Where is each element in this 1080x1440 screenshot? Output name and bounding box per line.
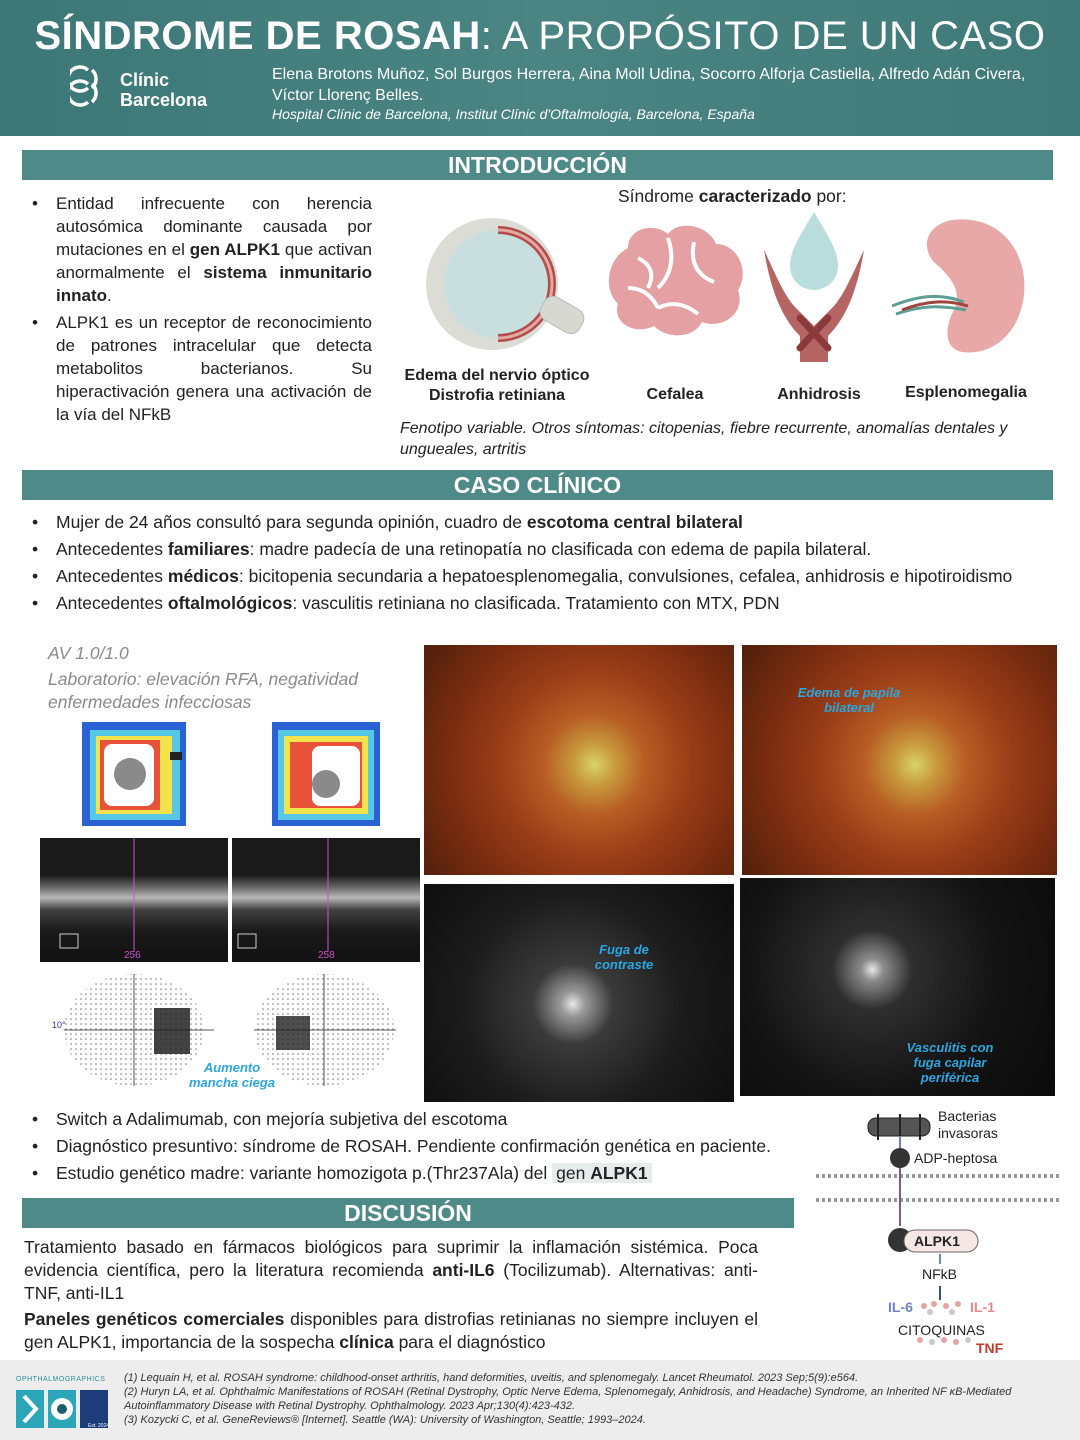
followup-b3-text: Estudio genético madre: variante homozigota p.(Thr237Ala) del: [56, 1163, 553, 1183]
caso-b2-c: : madre padecía de una retinopatía no clasificada con edema de papila bilateral.: [249, 539, 872, 559]
disc-p1-c: (Tocilizumab). Alternativas: anti-TNF, anti-IL1: [24, 1260, 758, 1303]
oct-left-image: [40, 838, 228, 962]
discusion-paragraph-1: [24, 1236, 758, 1305]
intro-b1-text2: que activan anormalmente el: [56, 240, 372, 282]
pathway-il1: IL-1: [970, 1299, 995, 1315]
oct-right-image: [232, 838, 420, 962]
caso-b4-c: : vasculitis retiniana no clasificada. Tratamiento con MTX, PDN: [292, 593, 780, 613]
eye-icon: [412, 212, 588, 356]
reference-1: (1) Lequain H, et al. ROSAH syndrome: childhood-onset arthritis, hand deformities, uveitis, and splenomegaly. Lancet Rheumatol. 2023 Sep;5(9):e564.: [124, 1372, 859, 1384]
caso-bullet-2: [24, 538, 1048, 561]
caso-bullet-4: [24, 592, 1048, 615]
alpk1-pathway-diagram: [812, 1106, 1062, 1356]
disc-p2-b: disponibles para distrofias retinianas no siempre incluyen el gen ALPK1, importancia de la sospecha: [24, 1309, 759, 1352]
lab-text: Laboratorio: elevación RFA, negatividad enfermedades infecciosas: [48, 669, 359, 712]
intro-b1-text: Entidad infrecuente con herencia autosómica dominante causada por mutaciones en el: [56, 194, 372, 259]
pathway-citoquinas: CITOQUINAS: [898, 1322, 985, 1338]
caso-b2-a: Antecedentes: [56, 539, 168, 559]
disc-p2-c: clínica: [339, 1332, 394, 1352]
vf-tick-label: 10°: [52, 1020, 66, 1030]
disc-p1-b: anti-IL6: [432, 1260, 495, 1280]
pathway-il6: IL-6: [888, 1299, 913, 1315]
gene-name: ALPK1: [590, 1163, 648, 1183]
authors: Elena Brotons Muñoz, Sol Burgos Herrera, Aina Moll Udina, Socorro Alforja Castiella, Alfredo Adán Civera, Víctor Llorenç Belles.: [272, 66, 1026, 104]
oct-right-overlay: [232, 838, 420, 962]
symptom-eye-2: Distrofia retiniana: [428, 387, 566, 404]
angiography-left-image: [740, 878, 1055, 1096]
followup-list: [24, 1108, 844, 1189]
caso-b1-text: Mujer de 24 años consultó para segunda opinión, cuadro de: [56, 512, 527, 532]
intro-list: [24, 192, 372, 430]
logo-text-1: Clínic: [120, 70, 170, 90]
angiography-right-image: [424, 884, 734, 1102]
ophthalmographics-year: Est. 2024: [88, 1423, 110, 1429]
pathway-adp: ADP-heptosa: [914, 1150, 998, 1166]
caption-mancha-ciega: Aumento mancha ciega: [189, 1060, 275, 1090]
symptom-brain-label: Cefalea: [646, 386, 704, 403]
caption-fuga-contraste: Fuga de contraste: [594, 942, 654, 972]
caption-edema-papila: Edema de papila bilateral: [797, 685, 901, 715]
caso-b3-c: : bicitopenia secundaria a hepatoesplenomegalia, convulsiones, cefalea, anhidrosis e hipotiroidismo: [238, 566, 1013, 586]
gene-highlight: [552, 1163, 651, 1183]
caption-vasculitis: Vasculitis con fuga capilar periférica: [906, 1040, 994, 1085]
title-rest: : A PROPÓSITO DE UN CASO: [480, 14, 1046, 58]
disc-p2-a: Paneles genéticos comerciales: [24, 1309, 285, 1329]
caso-heading: CASO CLÍNICO: [22, 470, 1053, 500]
followup-bullet-2: • Diagnóstico presuntivo: síndrome de ROSAH. Pendiente confirmación genética en paciente.: [24, 1135, 844, 1158]
caso-b4-b: oftalmológicos: [167, 593, 293, 613]
symptom-eye-label: [396, 366, 598, 406]
followup-bullet-3: [24, 1162, 844, 1185]
pathway-nfkb: NFkB: [922, 1266, 957, 1282]
microperimetry-right-image: [272, 722, 380, 826]
intro-b1-gene: gen ALPK1: [189, 240, 280, 259]
clinic-barcelona-logo: [70, 62, 230, 116]
fenotipo-text: Fenotipo variable. Otros síntomas: citopenias, fiebre recurrente, anomalías dentales y ungueales, artritis: [400, 420, 1008, 458]
poster-header: [0, 0, 1080, 136]
logo-text-2: Barcelona: [120, 90, 208, 110]
spleen-icon: [892, 214, 1028, 358]
logo-name: [120, 70, 207, 110]
discusion-paragraph-2: [24, 1308, 758, 1354]
caso-b3-a: Antecedentes: [56, 566, 168, 586]
caso-list: [24, 511, 1048, 619]
microperimetry-left-image: [82, 722, 186, 826]
caso-b4-a: Antecedentes: [56, 593, 168, 613]
intro-b1-end: .: [107, 286, 112, 305]
fundus-right-eye-image: [424, 645, 734, 875]
clinic-logo-icon: [70, 64, 114, 108]
title-bold: SÍNDROME DE ROSAH: [34, 14, 481, 58]
poster-title: [0, 14, 1080, 59]
caso-b3-b: médicos: [167, 566, 239, 586]
followup-bullet-1: • Switch a Adalimumab, con mejoría subjetiva del escotoma: [24, 1108, 844, 1131]
caso-bullet-1: [24, 511, 1048, 534]
pathway-bacteria: Bacterias invasoras: [938, 1108, 998, 1141]
brain-icon: [598, 218, 750, 342]
discusion-heading: DISCUSIÓN: [22, 1198, 794, 1228]
oct-left-overlay: [40, 838, 228, 962]
caracterizado-label: [618, 186, 847, 207]
disc-p1-a: Tratamiento basado en fármacos biológicos para suprimir la inflamación sistémica. Poca evidencia científica, pero la literatura recomienda: [24, 1237, 758, 1280]
caso-b1-bold: escotoma central bilateral: [526, 512, 743, 532]
intro-bullet-1: [24, 192, 372, 307]
ophthalmographics-logo: [14, 1376, 110, 1432]
symptom-eye-1: Edema del nervio óptico: [404, 367, 590, 384]
references: [124, 1371, 1064, 1427]
affiliation: Hospital Clínic de Barcelona, Institut Clínic d'Oftalmologia, Barcelona, España: [272, 106, 755, 122]
gene-word: gen: [556, 1163, 591, 1183]
intro-bullet-2: • ALPK1 es un receptor de reconocimiento de patrones intracelular que detecta metabolitos bacterianos. Su hiperactivación genera una activación de la vía del NFkB: [24, 311, 372, 426]
intro-b1-system: sistema inmunitario innato: [56, 263, 372, 305]
disc-p2-d: para el diagnóstico: [393, 1332, 546, 1352]
hands-water-icon: [760, 206, 868, 366]
symptom-hands-label: Anhidrosis: [777, 386, 861, 403]
caso-b2-b: familiares: [167, 539, 250, 559]
caract-c: por:: [811, 186, 847, 206]
caso-bullet-3: [24, 565, 1048, 588]
ophthalmographics-text: OPHTHALMOGRAPHICS: [16, 1376, 106, 1383]
intro-heading: INTRODUCCIÓN: [22, 150, 1053, 180]
reference-2: (2) Huryn LA, et al. Ophthalmic Manifestations of ROSAH (Retinal Dystrophy, Optic Nerve Edema, Splenomegaly, Anhidrosis, and Headache) Syndrome, an Inherited NF κB-Mediated Autoinflammatory Disease with Retinal Dystrophy. Ophthalmology. 2023 Apr;130(4):423-432.: [124, 1386, 1012, 1412]
caract-a: Síndrome: [618, 186, 699, 206]
oct-left-number: 256: [124, 950, 141, 961]
cell-membrane: [816, 1172, 1060, 1204]
av-text: AV 1.0/1.0: [48, 643, 129, 663]
caract-b: caracterizado: [698, 186, 812, 206]
oct-right-number: 258: [318, 950, 335, 961]
pathway-alpk1: ALPK1: [914, 1233, 960, 1249]
fundus-left-eye-image: [742, 645, 1057, 875]
pathway-tnf: TNF: [976, 1340, 1004, 1356]
reference-3: (3) Kozycki C, et al. GeneReviews® [Internet]. Seattle (WA): University of Washington, Seattle; 1993–2024.: [124, 1414, 646, 1426]
symptom-spleen-label: Esplenomegalia: [905, 384, 1027, 401]
